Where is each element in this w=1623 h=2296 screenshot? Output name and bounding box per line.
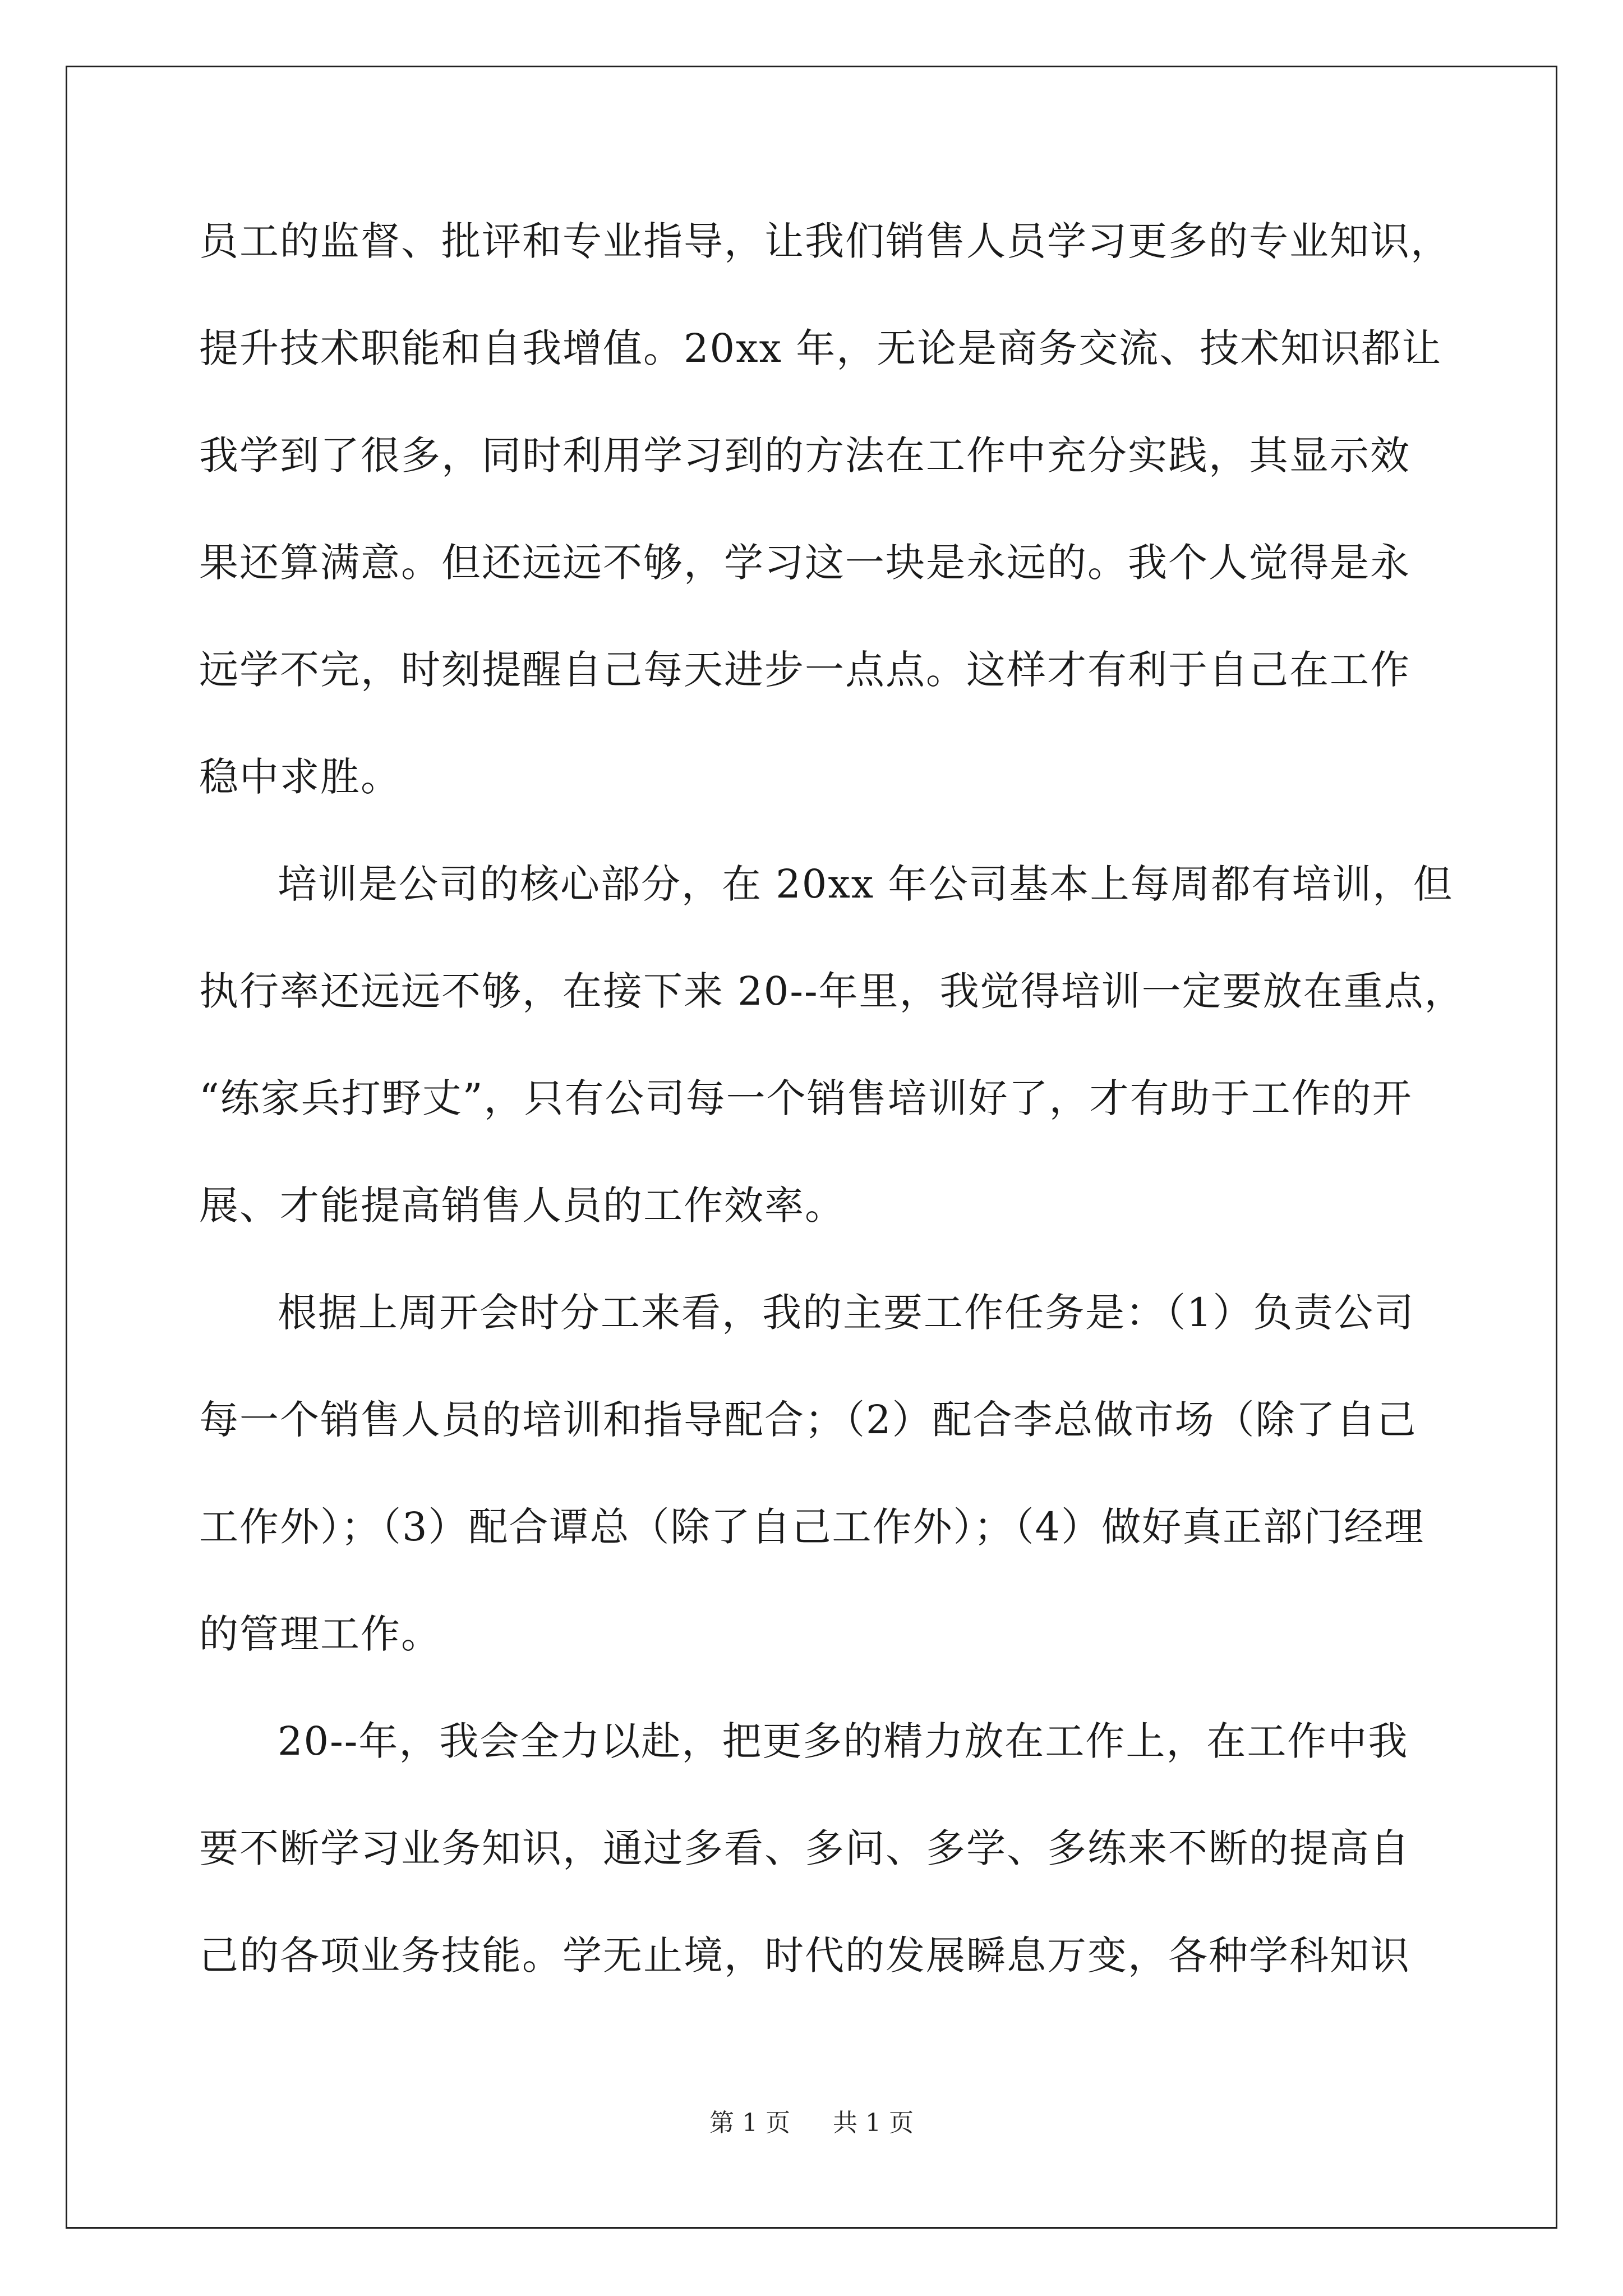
- text-line: 己的各项业务技能。学无止境，时代的发展瞬息万变，各种学科知识: [199, 1932, 1410, 1978]
- text-line: 每一个销售人员的培训和指导配合；（2）配合李总做市场（除了自己: [199, 1397, 1417, 1443]
- paragraph-first-line: 根据上周开会时分工来看，我的主要工作任务是：（1）负责公司: [278, 1290, 1415, 1336]
- text-line: 要不断学习业务知识，通过多看、多问、多学、多练来不断的提高自: [199, 1825, 1410, 1871]
- text-line: 执行率还远远不够，在接下来 20--年里，我觉得培训一定要放在重点，: [199, 968, 1465, 1014]
- text-line: 果还算满意。但还远远不够，学习这一块是永远的。我个人觉得是永: [199, 540, 1410, 586]
- text-line: 工作外）；（3）配合谭总（除了自己工作外）；（4）做好真正部门经理: [199, 1504, 1425, 1550]
- text-line: 远学不完，时刻提醒自己每天进步一点点。这样才有利于自己在工作: [199, 647, 1410, 693]
- text-line: “练家兵打野丈”，只有公司每一个销售培训好了，才有助于工作的开: [199, 1075, 1413, 1121]
- text-line: 员工的监督、批评和专业指导，让我们销售人员学习更多的专业知识，: [199, 218, 1451, 264]
- document-body: [199, 188, 1465, 2009]
- page-number-current: 第 1 页: [709, 2109, 790, 2137]
- text-line: 稳中求胜。: [199, 754, 401, 800]
- page-footer: [0, 2106, 1623, 2140]
- page-number-total: 共 1 页: [833, 2109, 914, 2137]
- text-line: 展、才能提高销售人员的工作效率。: [199, 1182, 845, 1228]
- text-line: 我学到了很多，同时利用学习到的方法在工作中充分实践，其显示效: [199, 432, 1410, 478]
- text-line: 的管理工作。: [199, 1611, 441, 1657]
- paragraph-first-line: 20--年，我会全力以赴，把更多的精力放在工作上，在工作中我: [278, 1718, 1409, 1764]
- paragraph-first-line: 培训是公司的核心部分，在 20xx 年公司基本上每周都有培训，但: [278, 861, 1454, 907]
- text-line: 提升技术职能和自我增值。20xx 年，无论是商务交流、技术知识都让: [199, 325, 1442, 371]
